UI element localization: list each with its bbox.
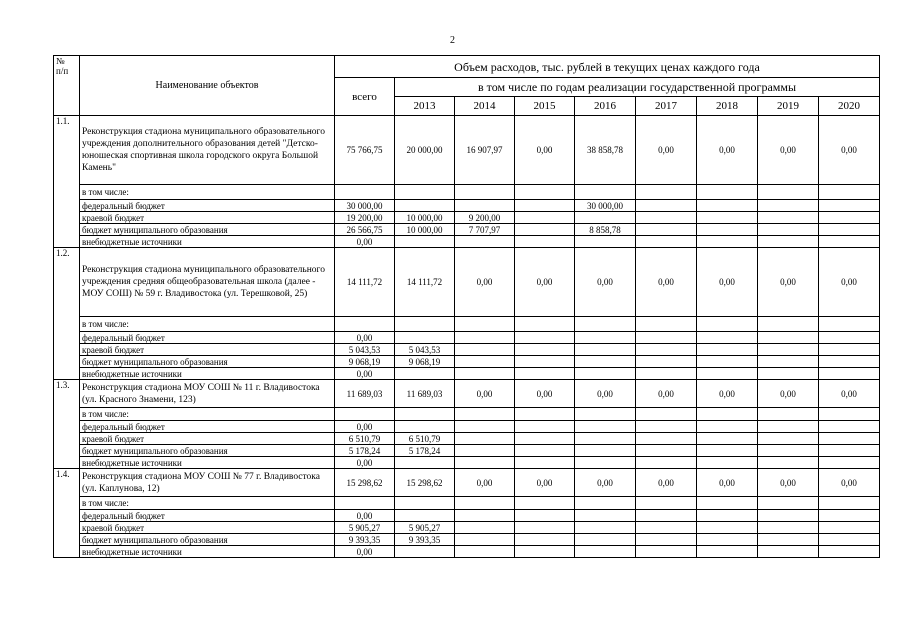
- object-value: 20 000,00: [395, 116, 455, 185]
- object-name: Реконструкция стадиона МОУ СОШ № 11 г. Владивостока (ул. Красного Знамени, 123): [80, 380, 335, 408]
- funding-value-incl: [636, 317, 697, 332]
- object-value: 0,00: [636, 116, 697, 185]
- funding-value-municipal: [697, 445, 758, 457]
- object-value: 0,00: [455, 380, 515, 408]
- funding-value-federal: [697, 332, 758, 344]
- funding-value-regional: [819, 212, 880, 224]
- object-value: 0,00: [636, 380, 697, 408]
- funding-value-municipal: 7 707,97: [455, 224, 515, 236]
- header-col-number: № п/п: [54, 56, 80, 116]
- funding-value-offbudget: [515, 457, 575, 469]
- funding-value-incl: [515, 408, 575, 421]
- table-row: [54, 497, 880, 510]
- funding-value-municipal: 5 178,24: [395, 445, 455, 457]
- funding-value-regional: [758, 344, 819, 356]
- funding-value-federal: [455, 421, 515, 433]
- funding-value-municipal: [636, 445, 697, 457]
- funding-value-federal: [636, 332, 697, 344]
- funding-value-municipal: [819, 534, 880, 546]
- funding-value-incl: [636, 408, 697, 421]
- funding-value-federal: [395, 332, 455, 344]
- object-value: 0,00: [515, 116, 575, 185]
- funding-value-offbudget: [819, 546, 880, 558]
- funding-value-offbudget: [395, 546, 455, 558]
- budget-table: [53, 55, 880, 558]
- funding-value-regional: [455, 433, 515, 445]
- funding-value-incl: [697, 408, 758, 421]
- funding-value-regional: 10 000,00: [395, 212, 455, 224]
- funding-value-federal: [758, 510, 819, 522]
- funding-label-municipal: бюджет муниципального образования: [80, 224, 335, 236]
- table-body: [54, 116, 880, 558]
- object-value: 14 111,72: [335, 248, 395, 317]
- table-row: [54, 534, 880, 546]
- funding-value-offbudget: 0,00: [335, 457, 395, 469]
- funding-value-offbudget: [819, 236, 880, 248]
- object-value: 0,00: [575, 469, 636, 497]
- funding-value-municipal: [819, 445, 880, 457]
- object-value: 15 298,62: [335, 469, 395, 497]
- table-row: [54, 445, 880, 457]
- funding-value-offbudget: [455, 368, 515, 380]
- funding-value-offbudget: [636, 368, 697, 380]
- funding-value-regional: [758, 433, 819, 445]
- funding-value-regional: 5 043,53: [335, 344, 395, 356]
- funding-value-federal: [697, 200, 758, 212]
- funding-label-municipal: бюджет муниципального образования: [80, 445, 335, 457]
- funding-label-federal: федеральный бюджет: [80, 200, 335, 212]
- funding-value-regional: [697, 344, 758, 356]
- funding-value-regional: 5 043,53: [395, 344, 455, 356]
- funding-value-offbudget: [636, 236, 697, 248]
- table-row: [54, 212, 880, 224]
- funding-value-offbudget: [515, 368, 575, 380]
- funding-value-federal: [758, 421, 819, 433]
- funding-value-incl: [819, 497, 880, 510]
- funding-value-incl: [335, 408, 395, 421]
- object-value: 11 689,03: [395, 380, 455, 408]
- funding-value-municipal: [697, 534, 758, 546]
- funding-value-offbudget: [697, 457, 758, 469]
- funding-value-offbudget: [575, 546, 636, 558]
- funding-value-federal: [395, 200, 455, 212]
- funding-value-incl: [819, 317, 880, 332]
- funding-value-regional: 6 510,79: [335, 433, 395, 445]
- funding-value-incl: [335, 317, 395, 332]
- funding-value-regional: [758, 212, 819, 224]
- funding-value-offbudget: [636, 546, 697, 558]
- object-value: 0,00: [575, 380, 636, 408]
- object-number: 1.4.: [54, 469, 80, 558]
- funding-value-federal: [819, 200, 880, 212]
- funding-value-federal: 0,00: [335, 332, 395, 344]
- funding-value-offbudget: [758, 236, 819, 248]
- table-row: [54, 408, 880, 421]
- object-number: 1.1.: [54, 116, 80, 248]
- funding-value-municipal: [758, 224, 819, 236]
- funding-value-incl: [697, 497, 758, 510]
- funding-value-regional: 19 200,00: [335, 212, 395, 224]
- table-row: [54, 116, 880, 185]
- object-value: 75 766,75: [335, 116, 395, 185]
- funding-value-incl: [575, 408, 636, 421]
- funding-value-offbudget: 0,00: [335, 368, 395, 380]
- funding-value-offbudget: [819, 457, 880, 469]
- funding-value-municipal: [455, 534, 515, 546]
- funding-value-municipal: [758, 445, 819, 457]
- funding-value-municipal: [455, 445, 515, 457]
- funding-value-municipal: [515, 224, 575, 236]
- funding-value-incl: [395, 317, 455, 332]
- table-row: [54, 380, 880, 408]
- header-year-2019: 2019: [758, 97, 819, 116]
- header-expenses-group: Объем расходов, тыс. рублей в текущих ценах каждого года: [335, 56, 880, 78]
- funding-value-incl: [455, 185, 515, 200]
- funding-value-offbudget: [819, 368, 880, 380]
- funding-value-offbudget: [515, 236, 575, 248]
- table-row: [54, 368, 880, 380]
- funding-value-regional: [758, 522, 819, 534]
- funding-value-regional: [515, 433, 575, 445]
- funding-value-incl: [697, 185, 758, 200]
- table-row: [54, 546, 880, 558]
- object-value: 38 858,78: [575, 116, 636, 185]
- funding-label-federal: федеральный бюджет: [80, 510, 335, 522]
- object-value: 11 689,03: [335, 380, 395, 408]
- object-value: 0,00: [697, 380, 758, 408]
- funding-value-regional: [636, 212, 697, 224]
- funding-value-regional: [455, 344, 515, 356]
- object-value: 0,00: [515, 469, 575, 497]
- table-row: [54, 421, 880, 433]
- funding-value-federal: [636, 200, 697, 212]
- header-years-group: в том числе по годам реализации государственной программы: [395, 78, 880, 97]
- funding-value-regional: [636, 344, 697, 356]
- object-value: 15 298,62: [395, 469, 455, 497]
- funding-value-incl: [758, 408, 819, 421]
- funding-value-incl: [819, 408, 880, 421]
- funding-value-municipal: [515, 445, 575, 457]
- funding-value-municipal: 8 858,78: [575, 224, 636, 236]
- object-value: 0,00: [819, 380, 880, 408]
- funding-value-regional: [819, 344, 880, 356]
- funding-value-offbudget: [758, 368, 819, 380]
- object-value: 0,00: [758, 116, 819, 185]
- funding-value-municipal: 26 566,75: [335, 224, 395, 236]
- funding-label-incl: в том числе:: [80, 185, 335, 200]
- header-year-2020: 2020: [819, 97, 880, 116]
- funding-value-federal: [758, 332, 819, 344]
- object-value: 0,00: [575, 248, 636, 317]
- funding-value-incl: [395, 185, 455, 200]
- header-col-total: всего: [335, 78, 395, 116]
- funding-label-incl: в том числе:: [80, 317, 335, 332]
- funding-value-municipal: [636, 356, 697, 368]
- table-row: [54, 433, 880, 445]
- funding-value-incl: [575, 185, 636, 200]
- funding-value-regional: [697, 522, 758, 534]
- funding-value-incl: [515, 497, 575, 510]
- object-value: 0,00: [697, 116, 758, 185]
- object-value: 16 907,97: [455, 116, 515, 185]
- object-number: 1.3.: [54, 380, 80, 469]
- funding-label-municipal: бюджет муниципального образования: [80, 356, 335, 368]
- funding-value-offbudget: [697, 236, 758, 248]
- funding-value-incl: [636, 185, 697, 200]
- funding-value-municipal: 5 178,24: [335, 445, 395, 457]
- funding-value-offbudget: [395, 457, 455, 469]
- funding-value-federal: [819, 510, 880, 522]
- table-row: [54, 356, 880, 368]
- funding-value-municipal: 9 068,19: [335, 356, 395, 368]
- funding-value-municipal: [697, 224, 758, 236]
- funding-value-municipal: [758, 534, 819, 546]
- funding-value-offbudget: [575, 457, 636, 469]
- funding-value-offbudget: [455, 236, 515, 248]
- funding-value-federal: 0,00: [335, 421, 395, 433]
- funding-value-federal: [636, 421, 697, 433]
- funding-value-federal: [455, 200, 515, 212]
- funding-value-municipal: [515, 534, 575, 546]
- funding-value-federal: [515, 421, 575, 433]
- table-row: [54, 469, 880, 497]
- funding-value-offbudget: 0,00: [335, 546, 395, 558]
- funding-value-federal: [515, 332, 575, 344]
- funding-value-municipal: 9 393,35: [395, 534, 455, 546]
- funding-value-incl: [758, 185, 819, 200]
- funding-value-offbudget: [515, 546, 575, 558]
- funding-value-federal: [455, 332, 515, 344]
- funding-value-municipal: [575, 356, 636, 368]
- funding-label-municipal: бюджет муниципального образования: [80, 534, 335, 546]
- object-value: 0,00: [636, 248, 697, 317]
- header-year-2013: 2013: [395, 97, 455, 116]
- funding-label-federal: федеральный бюджет: [80, 421, 335, 433]
- funding-value-incl: [455, 408, 515, 421]
- funding-value-federal: [758, 200, 819, 212]
- header-year-2015: 2015: [515, 97, 575, 116]
- funding-label-regional: краевой бюджет: [80, 522, 335, 534]
- funding-value-municipal: 10 000,00: [395, 224, 455, 236]
- table-row: [54, 332, 880, 344]
- funding-value-incl: [335, 185, 395, 200]
- object-value: 0,00: [455, 248, 515, 317]
- header-year-2016: 2016: [575, 97, 636, 116]
- object-value: 0,00: [455, 469, 515, 497]
- header-year-2018: 2018: [697, 97, 758, 116]
- funding-label-offbudget: внебюджетные источники: [80, 236, 335, 248]
- table-row: [54, 248, 880, 317]
- funding-value-offbudget: [575, 368, 636, 380]
- funding-value-federal: [395, 421, 455, 433]
- funding-value-offbudget: [758, 457, 819, 469]
- object-value: 0,00: [758, 469, 819, 497]
- object-value: 0,00: [758, 380, 819, 408]
- table-header: [54, 56, 880, 116]
- funding-value-incl: [455, 317, 515, 332]
- table-row: [54, 224, 880, 236]
- funding-value-regional: [575, 344, 636, 356]
- header-year-2017: 2017: [636, 97, 697, 116]
- funding-label-offbudget: внебюджетные источники: [80, 368, 335, 380]
- funding-value-incl: [758, 317, 819, 332]
- funding-value-regional: [575, 522, 636, 534]
- object-value: 0,00: [819, 248, 880, 317]
- funding-value-offbudget: [395, 236, 455, 248]
- funding-value-incl: [515, 185, 575, 200]
- funding-value-federal: [819, 332, 880, 344]
- funding-value-regional: 5 905,27: [335, 522, 395, 534]
- funding-value-offbudget: [575, 236, 636, 248]
- funding-value-federal: [575, 332, 636, 344]
- table-row: [54, 317, 880, 332]
- funding-value-offbudget: [395, 368, 455, 380]
- object-value: 0,00: [515, 380, 575, 408]
- funding-value-regional: [819, 522, 880, 534]
- funding-label-incl: в том числе:: [80, 497, 335, 510]
- object-value: 0,00: [819, 469, 880, 497]
- funding-value-incl: [335, 497, 395, 510]
- funding-value-offbudget: [758, 546, 819, 558]
- table-row: [54, 344, 880, 356]
- funding-label-regional: краевой бюджет: [80, 433, 335, 445]
- table-row: [54, 236, 880, 248]
- funding-value-municipal: [575, 445, 636, 457]
- table-row: [54, 457, 880, 469]
- funding-value-incl: [575, 317, 636, 332]
- object-value: 0,00: [697, 248, 758, 317]
- funding-value-regional: [697, 212, 758, 224]
- funding-value-regional: 9 200,00: [455, 212, 515, 224]
- header-col-name: Наименование объектов: [80, 56, 335, 116]
- funding-value-municipal: [758, 356, 819, 368]
- funding-value-incl: [758, 497, 819, 510]
- funding-value-regional: [819, 433, 880, 445]
- funding-value-regional: 6 510,79: [395, 433, 455, 445]
- object-number: 1.2.: [54, 248, 80, 380]
- funding-value-regional: [697, 433, 758, 445]
- funding-label-federal: федеральный бюджет: [80, 332, 335, 344]
- funding-value-municipal: [636, 534, 697, 546]
- funding-value-regional: [515, 344, 575, 356]
- funding-value-incl: [395, 497, 455, 510]
- object-value: 0,00: [515, 248, 575, 317]
- funding-value-incl: [455, 497, 515, 510]
- funding-value-federal: [455, 510, 515, 522]
- funding-value-municipal: [636, 224, 697, 236]
- header-year-2014: 2014: [455, 97, 515, 116]
- funding-value-regional: [515, 522, 575, 534]
- funding-value-municipal: [819, 224, 880, 236]
- funding-value-regional: [636, 522, 697, 534]
- object-value: 0,00: [636, 469, 697, 497]
- funding-value-regional: [636, 433, 697, 445]
- funding-value-offbudget: 0,00: [335, 236, 395, 248]
- funding-value-federal: [697, 510, 758, 522]
- funding-value-municipal: [455, 356, 515, 368]
- funding-value-municipal: [575, 534, 636, 546]
- object-value: 0,00: [697, 469, 758, 497]
- funding-value-federal: [395, 510, 455, 522]
- funding-value-federal: [515, 510, 575, 522]
- funding-label-offbudget: внебюджетные источники: [80, 457, 335, 469]
- funding-value-federal: 30 000,00: [575, 200, 636, 212]
- funding-value-incl: [819, 185, 880, 200]
- object-name: Реконструкция стадиона муниципального образовательного учреждения дополнительного образования детей "Детско-юношеская спортивная школа городского округа Большой Камень": [80, 116, 335, 185]
- funding-value-regional: [515, 212, 575, 224]
- funding-value-federal: [697, 421, 758, 433]
- funding-label-regional: краевой бюджет: [80, 344, 335, 356]
- funding-value-offbudget: [697, 546, 758, 558]
- funding-value-municipal: 9 393,35: [335, 534, 395, 546]
- funding-value-incl: [636, 497, 697, 510]
- funding-value-federal: [575, 510, 636, 522]
- funding-value-federal: [515, 200, 575, 212]
- object-name: Реконструкция стадиона МОУ СОШ № 77 г. Владивостока (ул. Каплунова, 12): [80, 469, 335, 497]
- funding-value-incl: [575, 497, 636, 510]
- funding-value-federal: [819, 421, 880, 433]
- funding-value-regional: [455, 522, 515, 534]
- funding-value-federal: 30 000,00: [335, 200, 395, 212]
- funding-value-incl: [697, 317, 758, 332]
- funding-value-incl: [395, 408, 455, 421]
- table-row: [54, 200, 880, 212]
- funding-value-incl: [515, 317, 575, 332]
- object-value: 0,00: [819, 116, 880, 185]
- table-row: [54, 510, 880, 522]
- funding-value-regional: 5 905,27: [395, 522, 455, 534]
- funding-value-federal: [636, 510, 697, 522]
- funding-value-regional: [575, 212, 636, 224]
- funding-value-municipal: 9 068,19: [395, 356, 455, 368]
- funding-value-federal: [575, 421, 636, 433]
- funding-value-municipal: [515, 356, 575, 368]
- object-name: Реконструкция стадиона муниципального образовательного учреждения средняя общеобразовательная школа (далее - МОУ СОШ) № 59 г. Владивостока (ул. Терешковой, 25): [80, 248, 335, 317]
- object-value: 14 111,72: [395, 248, 455, 317]
- funding-label-regional: краевой бюджет: [80, 212, 335, 224]
- funding-value-offbudget: [455, 546, 515, 558]
- object-value: 0,00: [758, 248, 819, 317]
- funding-value-offbudget: [455, 457, 515, 469]
- page-number: 2: [450, 35, 455, 46]
- funding-value-offbudget: [697, 368, 758, 380]
- funding-label-offbudget: внебюджетные источники: [80, 546, 335, 558]
- funding-value-regional: [575, 433, 636, 445]
- table-row: [54, 522, 880, 534]
- funding-value-federal: 0,00: [335, 510, 395, 522]
- funding-label-incl: в том числе:: [80, 408, 335, 421]
- funding-value-municipal: [697, 356, 758, 368]
- funding-value-municipal: [819, 356, 880, 368]
- table-row: [54, 185, 880, 200]
- funding-value-offbudget: [636, 457, 697, 469]
